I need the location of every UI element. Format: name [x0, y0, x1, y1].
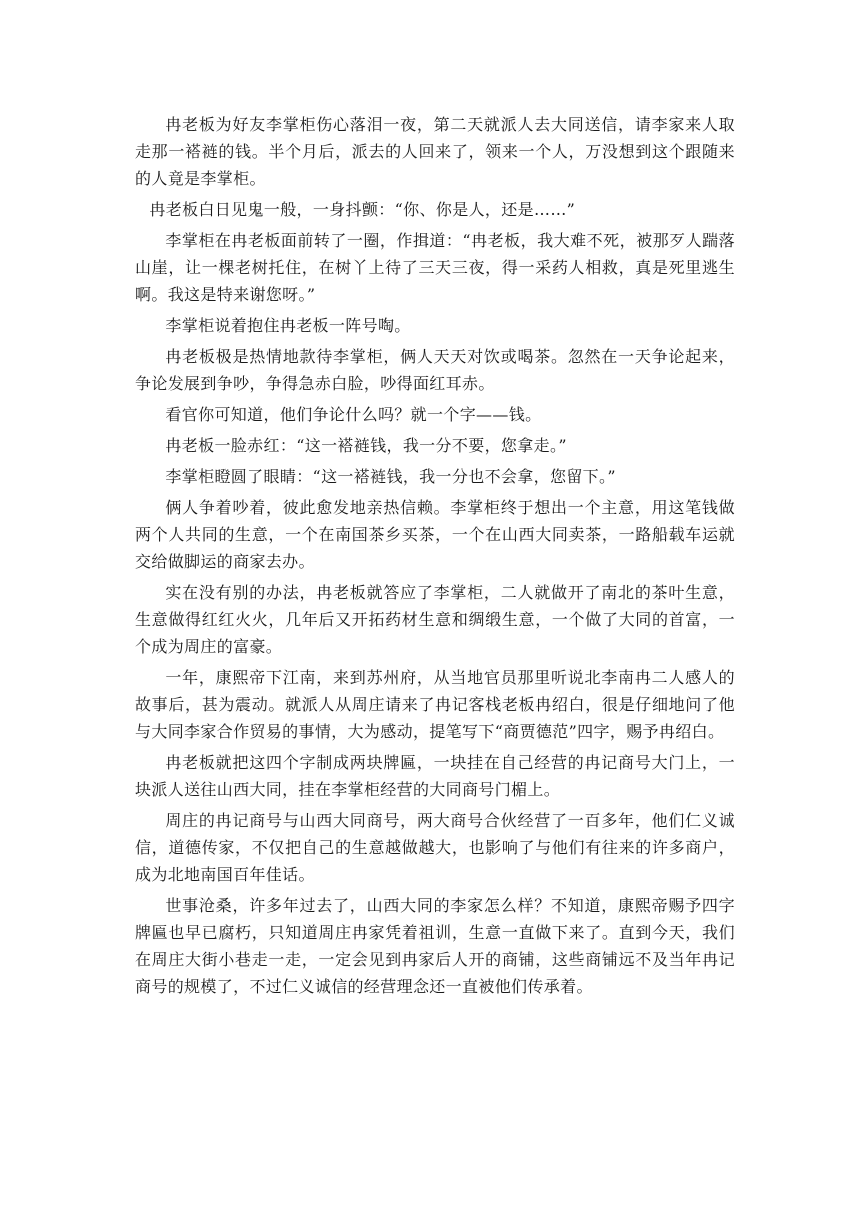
paragraph: 李掌柜瞪圆了眼睛：“这一褡裢钱，我一分也不会拿，您留下。”	[165, 467, 616, 486]
paragraph: 周庄的冉记商号与山西大同商号，两大商号合伙经营了一百多年，他们仁义诚信，道德传家，不仅把自己的生意越做越大，也影响了与他们有往来的许多商户，成为北地南国百年佳话。	[135, 811, 735, 884]
story-text	[135, 111, 735, 1004]
paragraph: 李掌柜说着抱住冉老板一阵号啕。	[165, 316, 411, 335]
paragraph: 看官你可知道，他们争论什么吗？就一个字——钱。	[165, 405, 542, 424]
paragraph: 冉老板一脸赤红：“这一褡裢钱，我一分不要，您拿走。”	[165, 436, 567, 455]
paragraph: 冉老板白日见鬼一般，一身抖颤：“你、你是人，还是……”	[149, 200, 576, 219]
paragraph: 俩人争着吵着，彼此愈发地亲热信赖。李掌柜终于想出一个主意，用这笔钱做两个人共同的生意，一个在南国茶乡买茶，一个在山西大同卖茶，一路船载车运就交给做脚运的商家去办。	[135, 498, 735, 571]
paragraph: 李掌柜在冉老板面前转了一圈，作揖道：“冉老板，我大难不死，被那歹人踹落山崖，让一棵老树托住，在树丫上待了三天三夜，得一采药人相救，真是死里逃生啊。我这是特来谢您呀。”	[135, 231, 735, 304]
paragraph: 冉老板就把这四个字制成两块牌匾，一块挂在自己经营的冉记商号大门上，一块派人送往山西大同，挂在李掌柜经营的大同商号门楣上。	[135, 753, 735, 799]
paragraph: 世事沧桑，许多年过去了，山西大同的李家怎么样？不知道，康熙帝赐予四字牌匾也早已腐朽，只知道周庄冉家凭着祖训，生意一直做下来了。直到今天，我们在周庄大街小巷走一走，一定会见到冉家后人开的商铺，这些商铺远不及当年冉记商号的规模了，不过仁义诚信的经营理念还一直被他们传承着。	[135, 896, 735, 996]
paragraph: 实在没有别的办法，冉老板就答应了李掌柜，二人就做开了南北的茶叶生意，生意做得红红火火，几年后又开拓药材生意和绸缎生意，一个做了大同的首富，一个成为周庄的富豪。	[135, 583, 735, 656]
paragraph: 一年，康熙帝下江南，来到苏州府，从当地官员那里听说北李南冉二人感人的故事后，甚为震动。就派人从周庄请来了冉记客栈老板冉绍白，很是仔细地问了他与大同李家合作贸易的事情，大为感动，提笔写下“商贾德范”四字，赐予冉绍白。	[135, 668, 735, 741]
paragraph: 冉老板为好友李掌柜伤心落泪一夜，第二天就派人去大同送信，请李家来人取走那一褡裢的钱。半个月后，派去的人回来了，领来一个人，万没想到这个跟随来的人竟是李掌柜。	[135, 115, 735, 188]
paragraph: 冉老板极是热情地款待李掌柜，俩人天天对饮或喝茶。忽然在一天争论起来，争论发展到争吵，争得急赤白脸，吵得面红耳赤。	[135, 347, 735, 393]
